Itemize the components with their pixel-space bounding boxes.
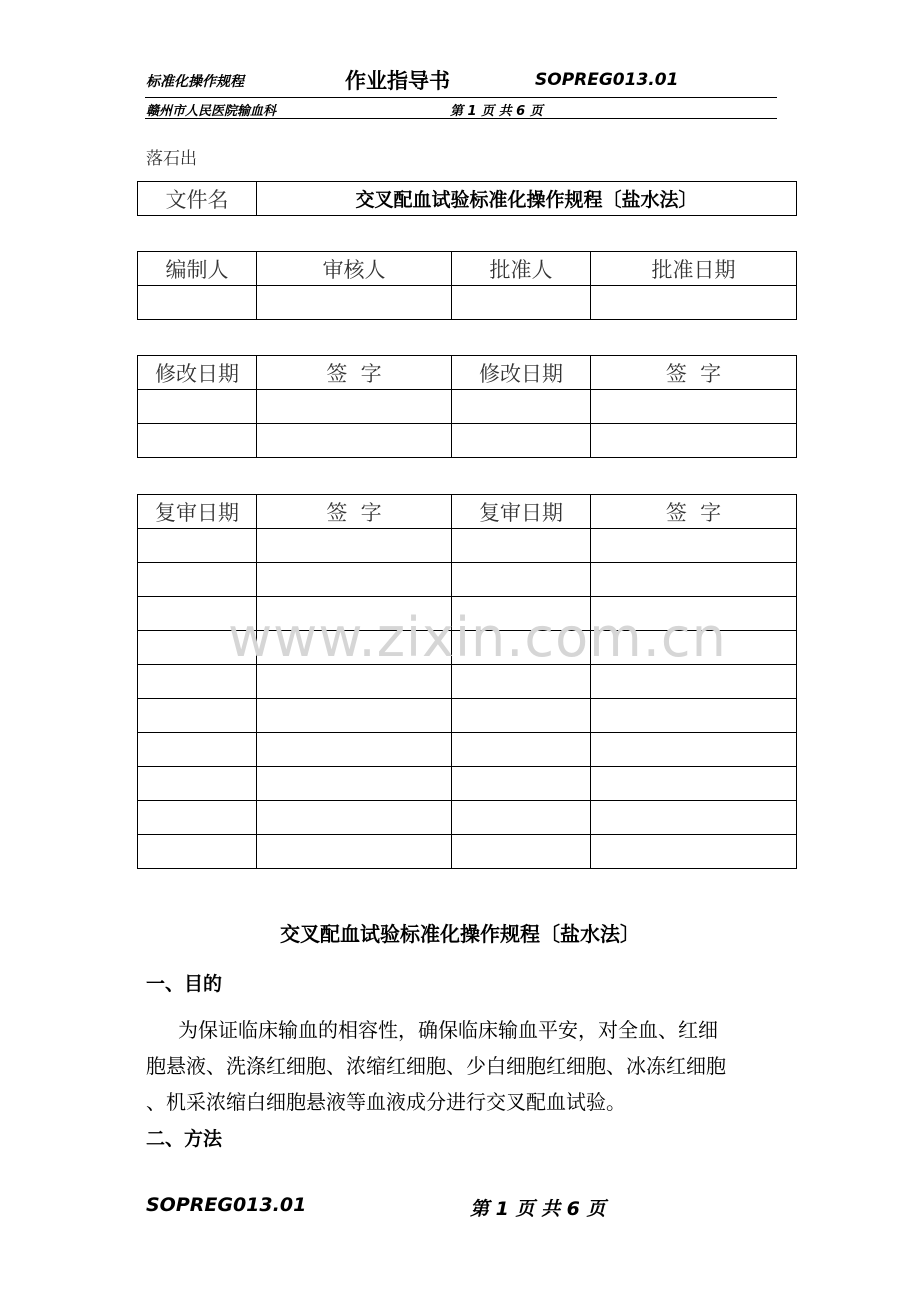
- table-header-row: [138, 356, 797, 390]
- editable-cell[interactable]: [138, 733, 257, 767]
- doc-title: 交叉配血试验标准化操作规程〔盐水法〕: [280, 922, 640, 946]
- header-cell: 签 字: [257, 495, 452, 529]
- editable-cell[interactable]: [591, 733, 797, 767]
- doc-name-table: [137, 181, 797, 216]
- editable-cell[interactable]: [138, 835, 257, 869]
- table-header-row: [138, 252, 797, 286]
- table-row: [138, 286, 797, 320]
- section-heading-method: 二、方法: [146, 1128, 223, 1150]
- editable-cell[interactable]: [591, 390, 797, 424]
- header-cell: 修改日期: [452, 356, 591, 390]
- doc-name-value: 交叉配血试验标准化操作规程〔盐水法〕: [257, 182, 797, 216]
- table-header-row: [138, 495, 797, 529]
- table-row: [138, 733, 797, 767]
- table-row: [138, 767, 797, 801]
- editable-cell[interactable]: [591, 424, 797, 458]
- editable-cell[interactable]: [257, 529, 452, 563]
- approval-table: [137, 251, 797, 320]
- editable-cell[interactable]: [452, 801, 591, 835]
- editable-cell[interactable]: [452, 665, 591, 699]
- header-page-info: 第 1 页 共 6 页: [450, 104, 543, 119]
- header-cell: 复审日期: [452, 495, 591, 529]
- editable-cell[interactable]: [452, 529, 591, 563]
- paragraph-line: 胞悬液、洗涤红细胞、浓缩红细胞、少白细胞红细胞、冰冻红细胞: [146, 1054, 726, 1078]
- editable-cell[interactable]: [257, 733, 452, 767]
- review-table: [137, 494, 797, 869]
- header-category: 标准化操作规程: [146, 74, 244, 90]
- header-cell: 修改日期: [138, 356, 257, 390]
- editable-cell[interactable]: [138, 424, 257, 458]
- header-cell: 签 字: [257, 356, 452, 390]
- header-doc-code: SOPREG013.01: [535, 70, 679, 90]
- paragraph-line: 为保证临床输血的相容性，确保临床输血平安，对全血、红细: [178, 1018, 718, 1042]
- header-cell: 审核人: [257, 252, 452, 286]
- author-line: 落石出: [146, 149, 197, 169]
- editable-cell[interactable]: [591, 835, 797, 869]
- editable-cell[interactable]: [138, 767, 257, 801]
- footer-doc-code: SOPREG013.01: [146, 1194, 307, 1216]
- editable-cell[interactable]: [257, 286, 452, 320]
- section-body-purpose: [146, 1012, 786, 1120]
- header-department: 赣州市人民医院输血科: [146, 104, 277, 119]
- editable-cell[interactable]: [257, 424, 452, 458]
- editable-cell[interactable]: [452, 733, 591, 767]
- table-row: [138, 699, 797, 733]
- editable-cell[interactable]: [591, 767, 797, 801]
- header-cell: 签 字: [591, 356, 797, 390]
- editable-cell[interactable]: [452, 699, 591, 733]
- revision-table: [137, 355, 797, 458]
- header-title: 作业指导书: [345, 69, 450, 93]
- editable-cell[interactable]: [452, 767, 591, 801]
- table-row: [138, 390, 797, 424]
- editable-cell[interactable]: [138, 286, 257, 320]
- editable-cell[interactable]: [138, 563, 257, 597]
- editable-cell[interactable]: [591, 286, 797, 320]
- table-row: [138, 665, 797, 699]
- header-rule-top: [145, 97, 777, 98]
- footer-page-info: 第 1 页 共 6 页: [470, 1198, 606, 1220]
- editable-cell[interactable]: [257, 699, 452, 733]
- table-row: [138, 529, 797, 563]
- editable-cell[interactable]: [591, 699, 797, 733]
- paragraph-line: 、机采浓缩白细胞悬液等血液成分进行交叉配血试验。: [146, 1090, 626, 1114]
- editable-cell[interactable]: [591, 665, 797, 699]
- editable-cell[interactable]: [257, 767, 452, 801]
- editable-cell[interactable]: [452, 424, 591, 458]
- doc-name-label: 文件名: [138, 182, 257, 216]
- section-heading-purpose: 一、目的: [146, 973, 223, 995]
- editable-cell[interactable]: [257, 390, 452, 424]
- editable-cell[interactable]: [138, 390, 257, 424]
- editable-cell[interactable]: [138, 801, 257, 835]
- editable-cell[interactable]: [591, 563, 797, 597]
- table-row: [138, 182, 797, 216]
- header-cell: 批准日期: [591, 252, 797, 286]
- editable-cell[interactable]: [138, 529, 257, 563]
- editable-cell[interactable]: [452, 286, 591, 320]
- header-cell: 批准人: [452, 252, 591, 286]
- editable-cell[interactable]: [591, 801, 797, 835]
- editable-cell[interactable]: [452, 390, 591, 424]
- editable-cell[interactable]: [452, 835, 591, 869]
- editable-cell[interactable]: [257, 801, 452, 835]
- header-cell: 签 字: [591, 495, 797, 529]
- editable-cell[interactable]: [591, 529, 797, 563]
- editable-cell[interactable]: [138, 665, 257, 699]
- editable-cell[interactable]: [138, 699, 257, 733]
- table-row: [138, 424, 797, 458]
- table-row: [138, 563, 797, 597]
- header-rule-bottom: [145, 118, 777, 119]
- watermark: www.zixin.com.cn: [228, 606, 727, 669]
- header-cell: 编制人: [138, 252, 257, 286]
- editable-cell[interactable]: [452, 563, 591, 597]
- editable-cell[interactable]: [257, 563, 452, 597]
- editable-cell[interactable]: [257, 835, 452, 869]
- header-cell: 复审日期: [138, 495, 257, 529]
- editable-cell[interactable]: [257, 665, 452, 699]
- table-row: [138, 801, 797, 835]
- table-row: [138, 835, 797, 869]
